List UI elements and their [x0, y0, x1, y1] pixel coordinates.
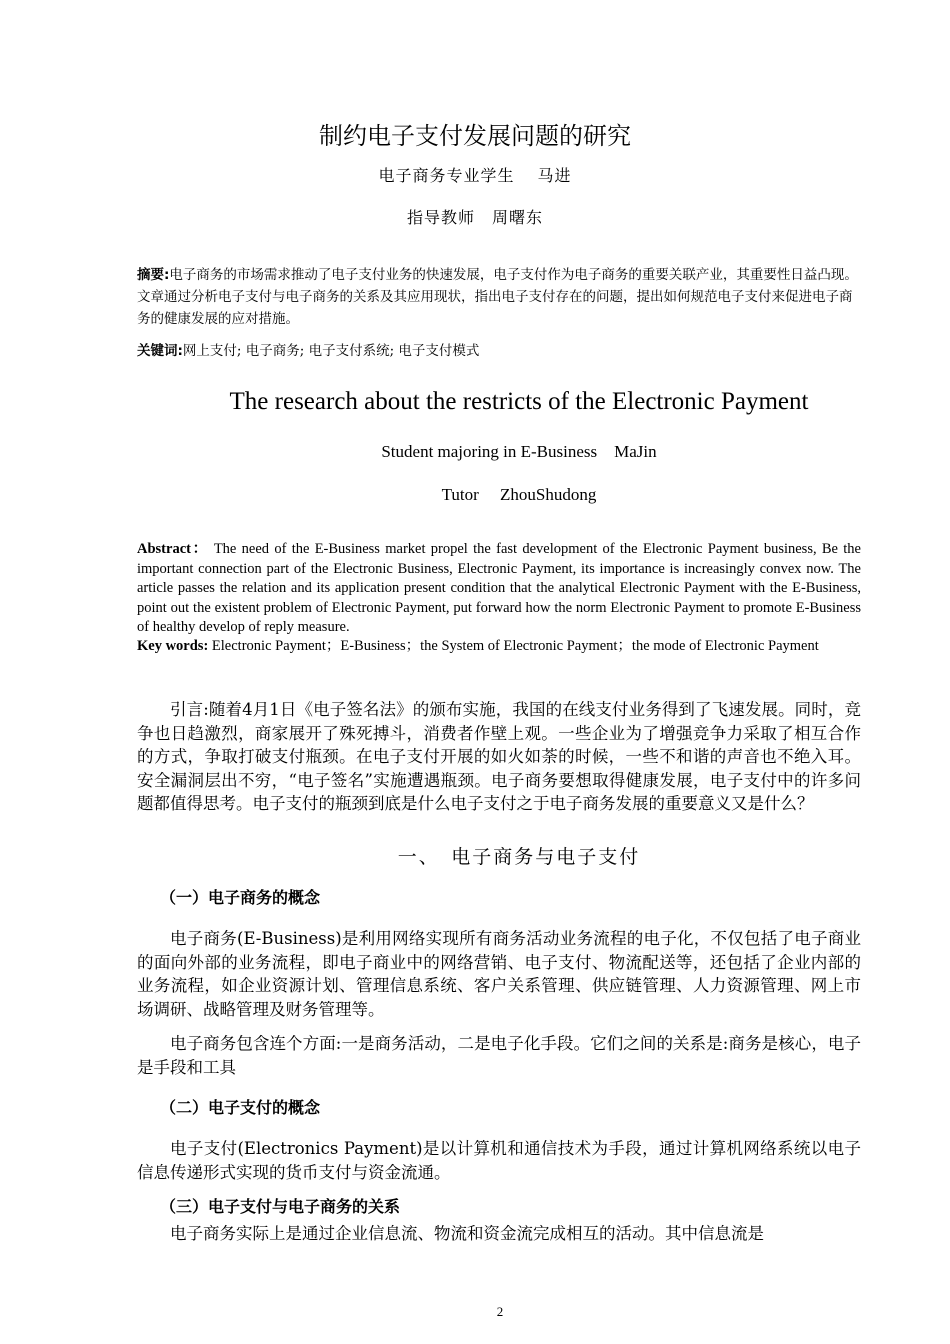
section-heading: 一、 电子商务与电子支付: [397, 846, 641, 868]
chinese-tutor-line: 指导教师 周曙东: [406, 208, 543, 227]
english-abstract-text: The need of the E-Business market propel the fast development of the Electronic Payment business, Be the important connection part of the Electronic Business, Electronic Payment, its importance is increasingly convex now. The article passes the relation and its application present condition that the analytical Electronic Payment with the E-Business, point out the existent problem of Electronic Payment, put forward how the norm Electronic Payment to promote E-Business of healthy develop of reply measure.: [137, 541, 861, 635]
chinese-keywords: [137, 340, 861, 362]
chinese-abstract-text: 电子商务的市场需求推动了电子支付业务的快速发展，电子支付作为电子商务的重要关联产业，其重要性日益凸现。文章通过分析电子支付与电子商务的关系及其应用现状，指出电子支付存在的问题，提出如何规范电子支付来促进电子商务的健康发展的应对措施。: [137, 267, 858, 327]
chinese-abstract: [137, 264, 861, 330]
subsection-heading-2: （二）电子支付的概念: [160, 1098, 321, 1117]
english-keywords-label: Key words:: [137, 638, 209, 654]
subsection-heading-3: （三）电子支付与电子商务的关系: [160, 1197, 401, 1216]
english-keywords-text: Electronic Payment；E-Business；the System of Electronic Payment；the mode of Electronic Payment: [208, 638, 819, 654]
english-keywords: [137, 637, 861, 657]
body-paragraph-2: 电子商务包含连个方面:一是商务活动，二是电子化手段。它们之间的关系是:商务是核心，电子是手段和工具: [137, 1034, 861, 1077]
page-number: 2: [496, 1304, 504, 1319]
english-abstract-label: Abstract：: [137, 541, 209, 557]
chinese-keywords-text: 网上支付; 电子商务; 电子支付系统; 电子支付模式: [182, 343, 480, 359]
body-paragraph-1: 电子商务(E-Business)是利用网络实现所有商务活动业务流程的电子化，不仅包括了电子商业的面向外部的业务流程，即电子商业中的网络营销、电子支付、物流配送等，还包括了企业内部的业务流程，如企业资源计划、管理信息系统、客户关系管理、供应链管理、人力资源管理、网上市场调研、战略管理及财务管理等。: [137, 929, 861, 1019]
chinese-author-line: 电子商务专业学生 马进: [378, 166, 572, 185]
introduction-paragraph: 引言:随着4月1日《电子签名法》的颁布实施，我国的在线支付业务得到了飞速发展。同时，竞争也日趋激烈，商家展开了殊死搏斗，消费者作壁上观。一些企业为了增强竞争力采取了相互合作的方式，争取打破支付瓶颈。在电子支付开展的如火如荼的时候，一些不和谐的声音也不绝入耳。安全漏洞层出不穷，“电子签名”实施遭遇瓶颈。电子商务要想取得健康发展，电子支付中的许多问题都值得思考。电子支付的瓶颈到底是什么电子支付之于电子商务发展的重要意义又是什么？: [137, 700, 861, 813]
chinese-abstract-label: 摘要:: [137, 267, 170, 283]
chinese-title: 制约电子支付发展问题的研究: [319, 122, 631, 150]
chinese-keywords-label: 关键词:: [137, 343, 183, 359]
english-title: The research about the restricts of the Electronic Payment: [229, 388, 809, 415]
subsection-heading-1: （一）电子商务的概念: [160, 888, 321, 907]
english-tutor-line: Tutor ZhouShudong: [441, 485, 597, 504]
english-abstract: [137, 540, 861, 638]
body-paragraph-3: 电子支付(Electronics Payment)是以计算机和通信技术为手段，通过计算机网络系统以电子信息传递形式实现的货币支付与资金流通。: [137, 1139, 861, 1182]
body-paragraph-4: 电子商务实际上是通过企业信息流、物流和资金流完成相互的活动。其中信息流是: [170, 1224, 764, 1243]
english-author-line: Student majoring in E-Business MaJin: [381, 442, 657, 461]
